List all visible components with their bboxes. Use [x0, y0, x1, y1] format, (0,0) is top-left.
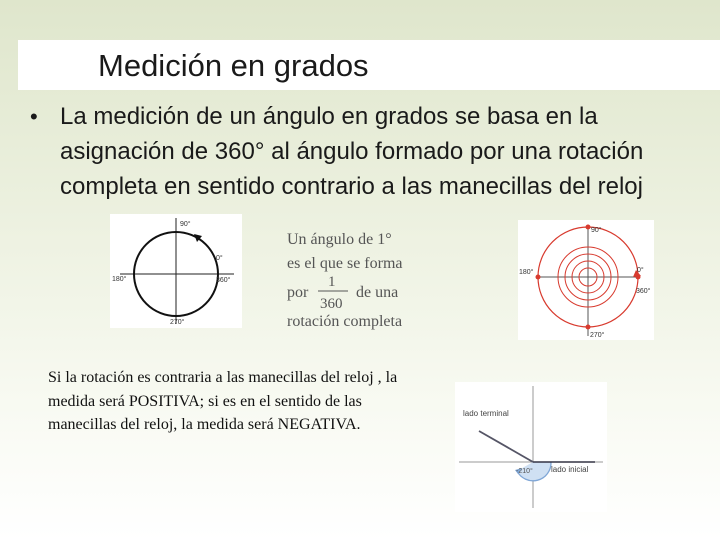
def-line1: Un ángulo de 1°	[287, 231, 392, 248]
def-line3-post: de una	[356, 284, 399, 301]
fig1-label-180: 180°	[112, 276, 127, 283]
circle-diagram	[110, 214, 242, 328]
initial-side-label: lado inicial	[551, 465, 589, 474]
red-circle-diagram	[518, 220, 654, 340]
slide-title: Medición en grados	[98, 48, 369, 83]
slide-note	[48, 366, 398, 437]
figure-definition	[280, 220, 440, 336]
fig3-label-90: 90°	[591, 227, 602, 234]
fig3-label-270: 270°	[590, 332, 605, 339]
fig1-label-270: 270°	[170, 319, 185, 326]
fig1-label-90: 90°	[180, 221, 191, 228]
figure-red-circle	[518, 220, 654, 340]
bullet-marker: •	[30, 104, 38, 129]
fig1-label-360: 360°	[216, 277, 231, 284]
figure-circle-degrees	[110, 214, 242, 328]
fraction-numerator: 1	[328, 274, 336, 290]
terminal-side-label: lado terminal	[463, 409, 509, 418]
negative-angle-diagram	[455, 382, 607, 512]
def-line2: es el que se forma	[287, 255, 403, 272]
fig3-label-360: 360°	[636, 288, 651, 295]
figure-negative-angle	[455, 382, 607, 512]
definition-text	[280, 220, 440, 336]
bullet-text: La medición de un ángulo en grados se basa en la asignación de 360° al ángulo formado por una rotación completa en sentido contrario a las manecillas del reloj	[60, 103, 644, 200]
fig3-label-0: 0°	[637, 267, 644, 274]
def-line4: rotación completa	[287, 313, 403, 330]
note-text: Si la rotación es contraria a las manecillas del reloj , la medida será POSITIVA; si es en el sentido de las manecillas del reloj, la medida será NEGATIVA.	[48, 369, 398, 433]
fig1-label-0: 0°	[216, 255, 223, 262]
fraction-denominator: 360	[320, 296, 343, 312]
fig3-label-180: 180°	[519, 269, 534, 276]
angle-label: -210°	[516, 468, 533, 475]
def-line3-pre: por	[287, 284, 309, 301]
